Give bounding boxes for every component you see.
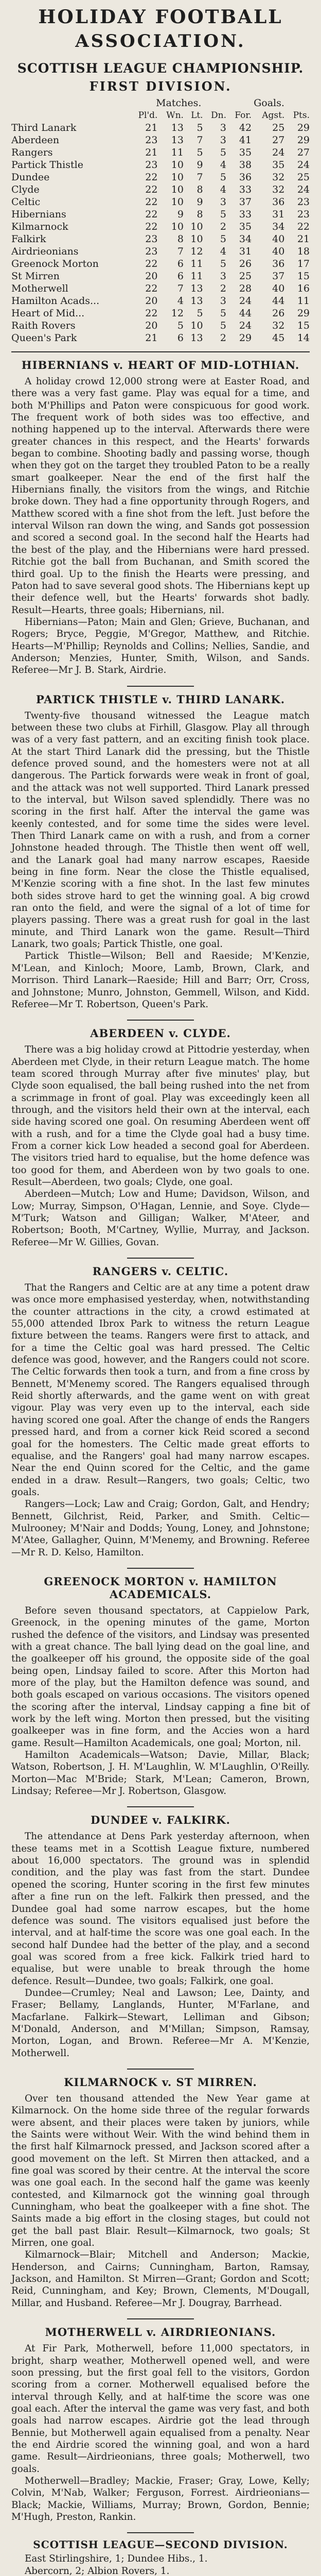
title-first-division: FIRST DIVISION. (89, 79, 232, 94)
match-heading: HIBERNIANS v. HEART OF MID-LOTHIAN. (21, 359, 300, 371)
team-lineups: Kilmarnock—Blair; Mitchell and Anderson; Mackie, Henderson, and Cairns; Cunningham, Barton, Ramsay, Jackson, and Hamilton. St Mirren—Grant; Gordon and Scott; Reid, Cunningham, and Key; Brown, Clements, M'Dougall, Millar, and Husband. Referee—Mr J. Dougray, Barrhead. (11, 2249, 310, 2309)
match-report-text: There was a big holiday crowd at Pittodrie yesterday, when Aberdeen met Clyde, in their return League match. The home team scored through Murray after five minutes' play, but Clyde soon equalised, the ball being rushed into the net from a scrimmage in front of goal. Play was exceedingly keen all through, and the visitors held their own at the interval, each side having scored one goal. On resuming Aberdeen went off with a rush, and for a time the Clyde goal had a busy time. From a corner kick Low headed a second goal for Aberdeen. The visitors tried hard to equalise, but the home defence was too good for them, and Aberdeen won by two goals to one. Result—Aberdeen, two goals; Clyde, one goal. (11, 1044, 310, 1188)
table-cell: 11 (190, 270, 203, 282)
section-divider (127, 1806, 194, 1807)
table-cell: 11 (171, 147, 184, 158)
team-name: Heart of Mid... (11, 308, 85, 319)
table-cell: 25 (272, 122, 285, 133)
match-report (11, 2318, 310, 2523)
group-label-goals: Goals. (254, 97, 284, 109)
table-cell: 12 (190, 246, 203, 257)
section-divider (11, 351, 310, 352)
table-cell: 22 (145, 172, 158, 183)
table-cell: 29 (239, 332, 252, 344)
table-cell: 21 (145, 122, 158, 133)
table-cell: 35 (239, 147, 252, 158)
match-report (11, 2069, 310, 2309)
column-header: Lt. (191, 110, 203, 121)
table-cell: 33 (239, 209, 252, 220)
table-cell: 44 (239, 308, 252, 319)
table-cell: 9 (197, 196, 203, 208)
table-cell: 24 (297, 159, 310, 171)
title-holiday-football: HOLIDAY FOOTBALL (38, 6, 283, 28)
match-heading: ABERDEEN v. CLYDE. (90, 1027, 231, 1040)
team-name: Partick Thistle (11, 159, 83, 171)
table-cell: 20 (145, 320, 158, 331)
table-cell: 13 (190, 283, 203, 294)
table-cell: 38 (239, 159, 252, 171)
team-name: Hamilton Acads... (11, 295, 100, 307)
table-cell: 22 (145, 308, 158, 319)
table-cell: 25 (297, 172, 310, 183)
team-lineups: Hibernians—Paton; Main and Glen; Grieve, Buchanan, and Rogers; Bryce, Peggie, M'Gregor, Matthew, and Ritchie. Hearts—M'Phillip; Reynolds and Collins; Nellies, Sandie, and Anderson; Menzies, Hunter, Smith, Wilson, and Sands. Referee—Mr J. B. Stark, Airdrie. (11, 616, 310, 676)
table-row (11, 245, 310, 258)
table-cell: 22 (145, 196, 158, 208)
match-heading: GREENOCK MORTON v. HAMILTON ACADEMICALS. (44, 1574, 277, 1601)
table-cell: 29 (297, 134, 310, 146)
table-cell: 23 (145, 159, 158, 171)
table-cell: 13 (171, 134, 184, 146)
table-cell: 21 (145, 147, 158, 158)
team-name: Motherwell (11, 283, 68, 294)
table-cell: 20 (145, 295, 158, 307)
table-cell: 24 (297, 184, 310, 195)
table-cell: 32 (272, 184, 285, 195)
table-cell: 2 (220, 283, 226, 294)
section-divider (127, 1020, 194, 1021)
table-cell: 8 (197, 209, 203, 220)
match-report-text: At Fir Park, Motherwell, before 11,000 spectators, in bright, sharp weather, Motherwell opened well, and were soon pressing, but the first goal fell to the visitors, Gordon scoring from a corner. Motherwell equalised before the interval through Kelly, and at half-time the score was one goal each. After the interval the game was very fast, and both goals had narrow escapes. Airdrie got the lead through Bennie, but Motherwell again equalised from a penalty. Near the end Airdrie scored the winning goal, and won a hard game. Result—Airdrieonians, three goals; Motherwell, two goals. (11, 2343, 310, 2475)
column-header: Dn. (210, 110, 226, 121)
table-row (11, 319, 310, 332)
table-cell: 7 (177, 283, 184, 294)
table-cell: 10 (171, 159, 184, 171)
table-cell: 5 (220, 320, 226, 331)
table-cell: 2 (220, 221, 226, 232)
team-name: Kilmarnock (11, 221, 68, 232)
second-division-results (11, 2553, 310, 2576)
match-report (11, 1258, 310, 1558)
table-cell: 11 (297, 295, 310, 307)
table-cell: 15 (297, 320, 310, 331)
section-divider (127, 1258, 194, 1259)
match-report-text: Over ten thousand attended the New Year game at Kilmarnock. On the home side three of the regular forwards were absent, and their places were taken by juniors, while the Saints were without Weir. With the wind behind them in the first half Kilmarnock pressed, and Jackson scored after a good movement on the left. St Mirren then attacked, and a fine goal was scored by their centre. At the interval the score was one goal each. In the second half the game was keenly contested, and Kilmarnock got the winning goal through Cunningham, who beat the goalkeeper with a fine shot. The Saints made a big effort in the closing stages, but could not get the ball past Blair. Result—Kilmarnock, two goals; St Mirren, one goal. (11, 2093, 310, 2249)
table-cell: 6 (177, 270, 184, 282)
table-cell: 10 (171, 172, 184, 183)
table-cell: 45 (272, 332, 285, 344)
table-cell: 23 (145, 246, 158, 257)
team-name: Greenock Morton (11, 258, 99, 269)
table-cell: 3 (220, 196, 226, 208)
table-cell: 5 (197, 122, 203, 133)
column-header-team (11, 109, 129, 122)
table-cell: 4 (177, 295, 184, 307)
table-row (11, 196, 310, 208)
table-cell: 5 (220, 233, 226, 245)
table-cell: 5 (197, 147, 203, 158)
table-row (11, 233, 310, 245)
match-report-text: Twenty-five thousand witnessed the League match between these two clubs at Firhill, Glasgow. Play all through was of a very fast pattern, and an exciting finish took place. At the start Third Lanark did the pressing, but the Thistle defence proved sound, and the homesters were not at all dangerous. The Partick forwards were weak in front of goal, and the attack was not well supported. Third Lanark pressed to the interval, but Wilson saved splendidly. There was no scoring in the first half. After the interval the game was keenly contested, and for some time the sides were level. Then Third Lanark came on with a rush, and from a corner Johnstone headed through. The Thistle then went off well, and the Lanark goal had many narrow escapes, Raeside being in fine form. Near the close the Thistle equalised, M'Kenzie scoring with a fine shot. In the last few minutes both sides strove hard to get the winning goal. A big crowd ran onto the field, and were the signal of a lot of time for players passing. There was a great rush for goal in the last minute, and Third Lanark won the game. Result—Third Lanark, two goals; Partick Thistle, one goal. (11, 710, 310, 950)
table-cell: 22 (145, 258, 158, 269)
team-name: Celtic (11, 196, 41, 208)
table-row (11, 295, 310, 307)
table-cell: 31 (239, 246, 252, 257)
table-row (11, 221, 310, 233)
table-cell: 34 (272, 221, 285, 232)
table-cell: 10 (171, 221, 184, 232)
table-cell: 36 (239, 172, 252, 183)
table-cell: 5 (177, 320, 184, 331)
table-cell: 42 (239, 122, 252, 133)
team-lineups: Partick Thistle—Wilson; Bell and Raeside; M'Kenzie, M'Lean, and Kinloch; Moore, Lamb, Brown, Clark, and Morrison. Third Lanark—Raeside; Hill and Barr; Orr, Cross, and Johnstone; Munro, Johnston, Gemmell, Wilson, and Kidd. Referee—Mr T. Robertson, Queen's Park. (11, 951, 310, 1010)
table-cell: 40 (272, 246, 285, 257)
table-cell: 23 (297, 196, 310, 208)
table-cell: 31 (272, 209, 285, 220)
table-cell: 40 (272, 283, 285, 294)
table-cell: 4 (220, 184, 226, 195)
table-cell: 5 (197, 308, 203, 319)
table-cell: 10 (190, 221, 203, 232)
table-cell: 13 (190, 332, 203, 344)
table-cell: 29 (297, 308, 310, 319)
league-table-body (11, 122, 310, 344)
group-label-matches: Matches. (156, 97, 202, 109)
table-cell: 44 (272, 295, 285, 307)
table-cell: 8 (177, 233, 184, 245)
team-name: Raith Rovers (11, 320, 76, 331)
match-report-text: Before seven thousand spectators, at Cappielow Park, Greenock, in the opening minutes of the game, Morton rushed the defence of the visitors, and Lindsay was presented with a great chance. The ball lying dead on the goal line, and the goalkeeper off his ground, the opposite side of the goal being open, Lindsay failed to score. After this Morton had more of the play, but the Hamilton defence was sound, and both goals escaped on various occasions. The visitors opened the scoring after the interval, Lindsay capping a fine bit of work by the left wing. Morton then pressed, but the visiting goalkeeper was in fine form, and the Accies won a hard game. Result—Hamilton Academicals, one goal; Morton, nil. (11, 1605, 310, 1749)
table-cell: 21 (297, 233, 310, 245)
table-row (11, 332, 310, 344)
table-cell: 3 (220, 270, 226, 282)
match-report (11, 1806, 310, 2059)
team-lineups: Rangers—Lock; Law and Craig; Gordon, Galt, and Hendry; Bennett, Gilchrist, Reid, Parker, and Smith. Celtic—Mulrooney; M'Nair and Dodds; Young, Loney, and Johnstone; M'Atee, Gallagher, Quinn, M'Menemy, and Browning. Referee—Mr R. D. Kelso, Hamilton. (11, 1499, 310, 1558)
match-heading: KILMARNOCK v. ST MIRREN. (64, 2075, 257, 2089)
team-name: Airdrieonians (11, 246, 79, 257)
table-cell: 22 (145, 184, 158, 195)
team-name: Aberdeen (11, 134, 60, 146)
team-name: Hibernians (11, 209, 66, 220)
table-cell: 7 (177, 246, 184, 257)
table-cell: 37 (239, 196, 252, 208)
table-cell: 7 (197, 172, 203, 183)
team-name: Dundee (11, 172, 50, 183)
table-row (11, 134, 310, 146)
table-cell: 27 (297, 147, 310, 158)
table-cell: 27 (272, 134, 285, 146)
table-row (11, 282, 310, 295)
team-lineups: Dundee—Crumley; Neal and Lawson; Lee, Dainty, and Fraser; Bellamy, Langlands, Hunter, M'Farlane, and Macfarlane. Falkirk—Stewart, Lelliman and Gibson; M'Donald, Anderson, and M'Millan; Simpson, Ramsay, Morton, Logan, and Brown. Referee—Mr A. M'Kenzie, Motherwell. (11, 1987, 310, 2059)
match-heading: RANGERS v. CELTIC. (92, 1265, 229, 1278)
table-cell: 6 (177, 258, 184, 269)
table-cell: 35 (239, 221, 252, 232)
table-cell: 36 (272, 258, 285, 269)
table-row (11, 258, 310, 270)
team-lineups: Motherwell—Bradley; Mackie, Fraser; Gray, Lowe, Kelly; Colvin, M'Nab, Walker; Ferguson, Forrest. Airdrieonians—Black; Mackie, Williams, Murray; Brown, Gordon, Bennie; M'Hugh, Preston, Rankin. (11, 2475, 310, 2522)
table-cell: 41 (239, 134, 252, 146)
table-cell: 13 (190, 295, 203, 307)
table-cell: 15 (297, 270, 310, 282)
table-cell: 11 (190, 258, 203, 269)
match-heading: PARTICK THISTLE v. THIRD LANARK. (35, 692, 286, 706)
table-cell: 5 (220, 147, 226, 158)
match-report-text: A holiday crowd 12,000 strong were at Easter Road, and there was a very fast game. Play was equal for a time, and both M'Phillips and Paton were conspicuous for good work. The frequent work of both sides was too effective, and nothing happened up to the interval. Afterwards there were greater chances in this respect, and the Hearts' forwards began to combine. Shooting badly and passing worse, though when they got on the target they troubled Paton to be a really smart goalkeeper. Near the end of the first half the Hibernians finally, the visitors from the wings, and Ritchie broke down. They had a fine opportunity through Rogers, and Matthew scored with a fine shot from the left. Just before the interval Wilson ran down the wing, and Sands got possession and scored a second goal. In the second half the Hearts had the best of the play, and the Hibernians were hard pressed. Ritchie got the ball from Buchanan, and Smith scored the third goal. Up to the finish the Hearts were pressing, and Paton had to save several good shots. The Hibernians kept up their defence well, but the Hearts' forwards shot badly. Result—Hearts, three goals; Hibernians, nil. (11, 376, 310, 616)
title-association: ASSOCIATION. (75, 31, 246, 52)
team-lineups: Hamilton Academicals—Watson; Davie, Millar, Black; Watson, Robertson, J. H. M'Laughlin, W. M'Laughlin, O'Reilly. Morton—Mac M'Bride; Stark, M'Lean; Cameron, Brown, Lindsay; Referee—Mr J. Robertson, Glasgow. (11, 1750, 310, 1797)
table-cell: 36 (272, 196, 285, 208)
table-row (11, 183, 310, 196)
table-cell: 5 (220, 172, 226, 183)
team-name: Queen's Park (11, 332, 77, 344)
table-cell: 9 (177, 209, 184, 220)
table-row (11, 270, 310, 282)
table-cell: 32 (272, 320, 285, 331)
table-cell: 7 (197, 134, 203, 146)
table-cell: 33 (239, 184, 252, 195)
table-row (11, 159, 310, 171)
match-heading: DUNDEE v. FALKIRK. (91, 1814, 230, 1827)
table-cell: 4 (220, 159, 226, 171)
table-cell: 18 (297, 246, 310, 257)
section-divider (127, 2069, 194, 2070)
table-cell: 24 (239, 320, 252, 331)
section-divider (127, 1568, 194, 1569)
table-cell: 9 (197, 159, 203, 171)
table-cell: 22 (145, 209, 158, 220)
table-cell: 10 (171, 196, 184, 208)
table-row (11, 146, 310, 159)
team-name: Falkirk (11, 233, 46, 245)
column-headers (11, 109, 310, 122)
team-lineups: Aberdeen—Mutch; Low and Hume; Davidson, Wilson, and Low; Murray, Simpson, O'Hagan, Lennie, and Soye. Clyde—M'Turk; Watson and Gilligan; Walker, M'Ateer, and Robertson; Booth, M'Cartney, Wyllie, Murray, and Jackson. Referee—Mr W. Gillies, Govan. (11, 1189, 310, 1248)
league-table (11, 97, 310, 344)
match-report (11, 1568, 310, 1798)
table-cell: 37 (272, 270, 285, 282)
table-cell: 4 (220, 246, 226, 257)
table-cell: 12 (171, 308, 184, 319)
section-divider (127, 686, 194, 687)
table-cell: 29 (297, 122, 310, 133)
table-cell: 40 (272, 233, 285, 245)
table-cell: 28 (239, 283, 252, 294)
column-header: For. (235, 110, 252, 121)
table-cell: 35 (272, 159, 285, 171)
match-report (11, 351, 310, 676)
table-cell: 22 (145, 283, 158, 294)
table-cell: 24 (272, 147, 285, 158)
match-report-text: The attendance at Dens Park yesterday afternoon, when these teams met in a Scottish League fixture, numbered about 16,000 spectators. The ground was in splendid condition, and the play was fast from the start. Dundee opened the scoring, Hunter scoring in the first few minutes after a fine run on the left. Falkirk then pressed, and the Dundee goal had some narrow escapes, but the home defence was sound. The visitors equalised just before the interval, and at half-time the score was one goal each. In the second half Dundee had the better of the play, and a second goal was scored from a free kick. Falkirk tried hard to equalise, but were unable to break through the home defence. Result—Dundee, two goals; Falkirk, one goal. (11, 1831, 310, 1987)
table-cell: 10 (171, 184, 184, 195)
column-header: Agst. (262, 110, 285, 121)
result-line: East Stirlingshire, 1; Dundee Hibs., 1. (25, 2553, 208, 2565)
table-row (11, 208, 310, 221)
second-division-heading: SCOTTISH LEAGUE—SECOND DIVISION. (33, 2538, 288, 2551)
table-cell: 23 (145, 233, 158, 245)
table-row (11, 307, 310, 319)
team-name: Clyde (11, 184, 40, 195)
match-report-text: That the Rangers and Celtic are at any time a potent draw was once more emphasised yesterday, when, notwithstanding the counter attractions in the city, a crowd estimated at 55,000 attended Ibrox Park to witness the return League fixture between the teams. Rangers were first to attack, and for a time the Celtic goal was hard pressed. The Celtic defence was good, however, and the Rangers could not score. The Celtic forwards then took a turn, and from a fine cross by Bennett, M'Menemy scored. The Rangers equalised through Reid shortly afterwards, and the game went on with great vigour. Play was very even up to the interval, each side having scored one goal. After the change of ends the Rangers pressed hard, and from a corner kick Reid scored a second goal for the homesters. The Celtic made great efforts to equalise, and the Rangers' goal had many narrow escapes. Near the end Quinn scored for the Celtic, and the game ended in a draw. Result—Rangers, two goals; Celtic, two goals. (11, 1282, 310, 1498)
table-cell: 5 (220, 258, 226, 269)
table-cell: 3 (220, 122, 226, 133)
match-report (11, 686, 310, 1011)
table-cell: 25 (239, 270, 252, 282)
table-cell: 22 (297, 221, 310, 232)
team-name: Third Lanark (11, 122, 77, 133)
table-cell: 2 (220, 332, 226, 344)
table-cell: 10 (190, 320, 203, 331)
column-header: Pl'd. (138, 110, 158, 121)
table-cell: 23 (297, 209, 310, 220)
table-cell: 3 (220, 295, 226, 307)
table-cell: 23 (145, 134, 158, 146)
table-cell: 3 (220, 134, 226, 146)
table-row (11, 122, 310, 134)
title-league-championship: SCOTTISH LEAGUE CHAMPIONSHIP. (17, 61, 304, 76)
section-divider (127, 2532, 194, 2533)
table-cell: 17 (297, 258, 310, 269)
table-cell: 13 (171, 122, 184, 133)
table-cell: 8 (197, 184, 203, 195)
table-cell: 26 (272, 308, 285, 319)
table-cell: 24 (239, 295, 252, 307)
table-cell: 20 (145, 270, 158, 282)
table-cell: 26 (239, 258, 252, 269)
team-name: Rangers (11, 147, 53, 158)
table-cell: 22 (145, 221, 158, 232)
column-header: Pts. (293, 110, 310, 121)
table-cell: 10 (190, 233, 203, 245)
table-cell: 5 (220, 209, 226, 220)
table-cell: 34 (239, 233, 252, 245)
table-cell: 32 (272, 172, 285, 183)
table-cell: 16 (297, 283, 310, 294)
table-cell: 5 (220, 308, 226, 319)
section-divider (127, 2318, 194, 2319)
table-cell: 21 (145, 332, 158, 344)
team-name: St Mirren (11, 270, 60, 282)
result-line: Abercorn, 2; Albion Rovers, 1. (25, 2565, 170, 2576)
table-row (11, 171, 310, 183)
column-header: Wn. (166, 110, 184, 121)
table-cell: 6 (177, 332, 184, 344)
match-report (11, 1020, 310, 1248)
match-reports (11, 351, 310, 2523)
table-cell: 14 (297, 332, 310, 344)
match-heading: MOTHERWELL v. AIRDRIEONIANS. (45, 2326, 276, 2339)
